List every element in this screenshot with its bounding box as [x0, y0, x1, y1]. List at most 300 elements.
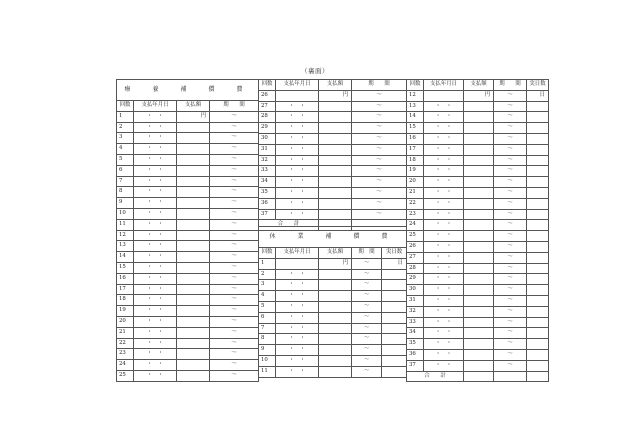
payment-date-cell: ・ ・ — [134, 338, 177, 349]
payment-amount-cell — [319, 198, 352, 209]
period-cell: ～ — [210, 349, 259, 360]
payment-amount-cell — [464, 349, 494, 360]
payment-amount-cell — [464, 177, 494, 188]
row-number: 2 — [259, 269, 276, 280]
table-row — [259, 209, 407, 220]
payment-date-cell: ・ ・ — [276, 209, 319, 220]
payment-date-cell: ・ ・ — [134, 230, 177, 241]
payment-date-cell: ・ ・ — [276, 301, 319, 312]
table-row — [407, 198, 549, 209]
payment-date-cell: ・ ・ — [424, 285, 464, 296]
table-row — [117, 122, 259, 133]
payment-date-cell: ・ ・ — [276, 269, 319, 280]
row-number: 16 — [407, 133, 424, 144]
actual-days-cell — [382, 312, 407, 323]
payment-amount-cell: 円 — [177, 111, 210, 122]
period-cell: ～ — [210, 144, 259, 155]
payment-amount-cell — [319, 291, 352, 302]
table-row — [117, 111, 259, 122]
row-number: 25 — [117, 370, 134, 381]
table-row — [117, 360, 259, 371]
period-cell: ～ — [210, 187, 259, 198]
payment-amount-cell — [319, 312, 352, 323]
table-row — [259, 291, 407, 302]
payment-date-cell: ・ ・ — [276, 312, 319, 323]
payment-date-cell: ・ ・ — [134, 273, 177, 284]
table-row — [259, 177, 407, 188]
row-number: 27 — [259, 101, 276, 112]
payment-date-cell: ・ ・ — [276, 123, 319, 134]
ryoyo-continued-table — [258, 79, 407, 231]
period-cell: ～ — [494, 274, 527, 285]
table-row — [407, 231, 549, 242]
table-row — [117, 338, 259, 349]
actual-days-cell — [382, 323, 407, 334]
table-row — [407, 101, 549, 112]
actual-days-cell — [527, 274, 549, 285]
row-number: 4 — [117, 144, 134, 155]
period-cell: ～ — [210, 284, 259, 295]
period-cell: ～ — [210, 165, 259, 176]
period-cell: ～ — [494, 144, 527, 155]
row-number: 15 — [117, 262, 134, 273]
period-cell: ～ — [210, 252, 259, 263]
payment-amount-cell — [464, 166, 494, 177]
payment-date-cell: ・ ・ — [424, 252, 464, 263]
payment-amount-cell — [319, 355, 352, 366]
table-row — [407, 123, 549, 134]
payment-amount-cell — [319, 101, 352, 112]
table-row — [117, 252, 259, 263]
actual-days-cell — [382, 355, 407, 366]
payment-date-cell: ・ ・ — [134, 370, 177, 381]
payment-amount-cell: 円 — [319, 90, 352, 101]
row-number: 26 — [407, 241, 424, 252]
row-number: 17 — [117, 284, 134, 295]
payment-date-cell: ・ ・ — [276, 112, 319, 123]
period-cell: ～ — [352, 258, 382, 269]
payment-amount-cell: 円 — [319, 258, 352, 269]
payment-date-cell — [424, 90, 464, 101]
row-number: 8 — [259, 334, 276, 345]
payment-amount-cell — [177, 187, 210, 198]
table-row — [117, 295, 259, 306]
payment-amount-cell — [319, 209, 352, 220]
row-number: 23 — [407, 209, 424, 220]
payment-amount-cell — [319, 187, 352, 198]
actual-days-cell — [382, 345, 407, 356]
period-cell: ～ — [210, 111, 259, 122]
period-cell: ～ — [494, 177, 527, 188]
table-row — [259, 123, 407, 134]
payment-date-cell: ・ ・ — [276, 144, 319, 155]
table-row — [117, 316, 259, 327]
payment-date-cell: ・ ・ — [276, 355, 319, 366]
row-number: 7 — [259, 323, 276, 334]
row-number: 25 — [407, 231, 424, 242]
period-cell: ～ — [352, 101, 407, 112]
actual-days-cell — [527, 101, 549, 112]
row-number: 29 — [407, 274, 424, 285]
payment-date-cell — [276, 258, 319, 269]
period-cell: ～ — [494, 252, 527, 263]
payment-amount-cell — [464, 306, 494, 317]
table-row — [117, 208, 259, 219]
payment-date-cell: ・ ・ — [276, 155, 319, 166]
period-cell: ～ — [494, 155, 527, 166]
actual-days-cell — [527, 231, 549, 242]
row-number: 19 — [407, 166, 424, 177]
table-row — [407, 155, 549, 166]
col-header-amount: 支払額 — [177, 101, 210, 112]
actual-days-cell — [527, 198, 549, 209]
col-header-actual-days: 実日数 — [382, 248, 407, 259]
payment-date-cell: ・ ・ — [134, 349, 177, 360]
col-header-period: 期 間 — [494, 80, 527, 91]
payment-amount-cell — [177, 165, 210, 176]
row-number: 22 — [117, 338, 134, 349]
period-cell: ～ — [494, 112, 527, 123]
table-row — [259, 258, 407, 269]
payment-amount-cell — [464, 241, 494, 252]
row-number: 33 — [407, 317, 424, 328]
row-number: 7 — [117, 176, 134, 187]
payment-date-cell: ・ ・ — [424, 166, 464, 177]
period-cell: ～ — [494, 263, 527, 274]
payment-date-cell: ・ ・ — [424, 187, 464, 198]
kyugyo-continued-table — [406, 79, 549, 382]
payment-date-cell: ・ ・ — [134, 144, 177, 155]
actual-days-cell — [527, 317, 549, 328]
period-cell: ～ — [494, 285, 527, 296]
payment-amount-cell — [464, 274, 494, 285]
row-number: 24 — [117, 360, 134, 371]
table-row — [117, 198, 259, 209]
table-row — [117, 262, 259, 273]
payment-date-cell: ・ ・ — [276, 334, 319, 345]
table-row — [407, 187, 549, 198]
payment-amount-cell — [319, 177, 352, 188]
table-row — [407, 166, 549, 177]
payment-amount-cell — [177, 360, 210, 371]
row-number: 31 — [407, 295, 424, 306]
col-header-amount: 支払額 — [319, 80, 352, 91]
payment-amount-cell — [177, 241, 210, 252]
payment-date-cell: ・ ・ — [424, 231, 464, 242]
period-cell: ～ — [352, 209, 407, 220]
period-cell: ～ — [494, 295, 527, 306]
payment-date-cell: ・ ・ — [424, 155, 464, 166]
row-number: 3 — [117, 133, 134, 144]
kyugyo-title: 休 業 補 償 費 — [259, 227, 407, 248]
period-cell: ～ — [210, 208, 259, 219]
row-number: 30 — [259, 133, 276, 144]
table-row — [259, 355, 407, 366]
payment-amount-cell — [177, 370, 210, 381]
payment-date-cell: ・ ・ — [134, 111, 177, 122]
period-cell: ～ — [352, 323, 382, 334]
payment-amount-cell — [319, 366, 352, 377]
payment-amount-cell — [319, 334, 352, 345]
period-cell: ～ — [494, 360, 527, 371]
actual-days-cell — [527, 328, 549, 339]
row-number: 14 — [117, 252, 134, 263]
row-number: 9 — [259, 345, 276, 356]
payment-date-cell: ・ ・ — [424, 295, 464, 306]
col-header-amount: 支払額 — [464, 80, 494, 91]
payment-date-cell: ・ ・ — [134, 262, 177, 273]
payment-amount-cell — [319, 269, 352, 280]
period-cell: ～ — [210, 219, 259, 230]
row-number: 9 — [117, 198, 134, 209]
table-row — [407, 90, 549, 101]
col-header-amount: 支払額 — [319, 248, 352, 259]
payment-amount-cell — [464, 339, 494, 350]
row-number: 21 — [117, 327, 134, 338]
row-number: 17 — [407, 144, 424, 155]
row-number: 4 — [259, 291, 276, 302]
actual-days-cell — [527, 187, 549, 198]
payment-amount-cell — [464, 101, 494, 112]
actual-days-cell — [527, 144, 549, 155]
period-cell: ～ — [210, 154, 259, 165]
payment-amount-cell — [319, 112, 352, 123]
col-header-period: 期 間 — [352, 80, 407, 91]
row-number: 8 — [117, 187, 134, 198]
table-row — [259, 323, 407, 334]
payment-amount-cell — [464, 209, 494, 220]
payment-date-cell: ・ ・ — [276, 280, 319, 291]
row-number: 16 — [117, 273, 134, 284]
row-number: 13 — [407, 101, 424, 112]
payment-date-cell — [276, 90, 319, 101]
payment-amount-cell — [177, 284, 210, 295]
total-amount-cell — [464, 371, 494, 382]
actual-days-cell — [527, 209, 549, 220]
table-row — [407, 252, 549, 263]
table-row — [117, 241, 259, 252]
period-cell: ～ — [494, 198, 527, 209]
table-row — [117, 154, 259, 165]
actual-days-cell — [527, 349, 549, 360]
row-number: 28 — [259, 112, 276, 123]
row-number: 33 — [259, 166, 276, 177]
payment-date-cell: ・ ・ — [424, 241, 464, 252]
payment-date-cell: ・ ・ — [134, 360, 177, 371]
period-cell: ～ — [352, 355, 382, 366]
col-header-date: 支払年月日 — [276, 248, 319, 259]
payment-date-cell: ・ ・ — [276, 187, 319, 198]
period-cell: ～ — [210, 241, 259, 252]
total-days-cell — [527, 371, 549, 382]
payment-amount-cell — [177, 349, 210, 360]
payment-amount-cell — [177, 316, 210, 327]
actual-days-cell — [382, 291, 407, 302]
period-cell: ～ — [352, 133, 407, 144]
row-number: 35 — [259, 187, 276, 198]
payment-date-cell: ・ ・ — [424, 274, 464, 285]
row-number: 34 — [259, 177, 276, 188]
payment-amount-cell — [177, 144, 210, 155]
period-cell: ～ — [494, 90, 527, 101]
payment-date-cell: ・ ・ — [134, 284, 177, 295]
payment-date-cell: ・ ・ — [276, 366, 319, 377]
payment-amount-cell — [177, 208, 210, 219]
col-header-count: 回数 — [259, 80, 276, 91]
period-cell: ～ — [352, 291, 382, 302]
table-row — [259, 345, 407, 356]
total-label: 合 計 — [407, 371, 464, 382]
payment-amount-cell — [177, 327, 210, 338]
payment-date-cell: ・ ・ — [134, 295, 177, 306]
table-row — [407, 112, 549, 123]
period-cell: ～ — [210, 338, 259, 349]
payment-amount-cell — [177, 219, 210, 230]
payment-amount-cell — [464, 155, 494, 166]
period-cell: ～ — [210, 327, 259, 338]
payment-date-cell: ・ ・ — [276, 177, 319, 188]
row-number: 35 — [407, 339, 424, 350]
row-number: 37 — [259, 209, 276, 220]
row-number: 6 — [259, 312, 276, 323]
payment-amount-cell — [464, 198, 494, 209]
payment-amount-cell — [177, 198, 210, 209]
period-cell: ～ — [352, 366, 382, 377]
table-row — [407, 328, 549, 339]
page-title: （裏面） — [301, 67, 329, 75]
table-row — [259, 198, 407, 209]
period-cell: ～ — [210, 273, 259, 284]
row-number: 22 — [407, 198, 424, 209]
payment-date-cell: ・ ・ — [424, 349, 464, 360]
payment-date-cell: ・ ・ — [424, 306, 464, 317]
payment-amount-cell — [319, 155, 352, 166]
payment-date-cell: ・ ・ — [134, 219, 177, 230]
period-cell: ～ — [210, 176, 259, 187]
ryoyo-table — [116, 79, 259, 382]
payment-amount-cell — [464, 187, 494, 198]
payment-date-cell: ・ ・ — [134, 208, 177, 219]
row-number: 36 — [407, 349, 424, 360]
payment-amount-cell — [464, 263, 494, 274]
actual-days-cell — [527, 263, 549, 274]
actual-days-cell — [527, 166, 549, 177]
actual-days-cell — [527, 306, 549, 317]
table-row — [117, 187, 259, 198]
payment-amount-cell — [177, 273, 210, 284]
actual-days-cell — [527, 220, 549, 231]
period-cell: ～ — [494, 339, 527, 350]
payment-date-cell: ・ ・ — [424, 328, 464, 339]
payment-date-cell: ・ ・ — [276, 323, 319, 334]
period-cell: ～ — [210, 306, 259, 317]
payment-amount-cell — [177, 176, 210, 187]
row-number: 36 — [259, 198, 276, 209]
period-cell: ～ — [352, 177, 407, 188]
payment-date-cell: ・ ・ — [134, 198, 177, 209]
payment-amount-cell — [464, 112, 494, 123]
period-cell: ～ — [352, 301, 382, 312]
table-row — [259, 269, 407, 280]
actual-days-cell — [382, 280, 407, 291]
payment-date-cell: ・ ・ — [134, 241, 177, 252]
row-number: 20 — [117, 316, 134, 327]
row-number: 32 — [407, 306, 424, 317]
payment-date-cell: ・ ・ — [134, 316, 177, 327]
payment-amount-cell — [177, 295, 210, 306]
table-row — [259, 187, 407, 198]
table-row — [259, 144, 407, 155]
payment-amount-cell — [464, 295, 494, 306]
actual-days-cell — [527, 360, 549, 371]
table-row — [407, 133, 549, 144]
table-row — [407, 274, 549, 285]
period-cell: ～ — [494, 166, 527, 177]
row-number: 3 — [259, 280, 276, 291]
period-cell: ～ — [352, 345, 382, 356]
row-number: 37 — [407, 360, 424, 371]
table-row — [259, 90, 407, 101]
row-number: 31 — [259, 144, 276, 155]
payment-date-cell: ・ ・ — [134, 122, 177, 133]
payment-date-cell: ・ ・ — [134, 306, 177, 317]
table-row — [117, 219, 259, 230]
payment-amount-cell — [319, 166, 352, 177]
actual-days-cell — [527, 123, 549, 134]
payment-date-cell: ・ ・ — [424, 263, 464, 274]
payment-amount-cell — [319, 280, 352, 291]
row-number: 23 — [117, 349, 134, 360]
actual-days-cell — [527, 285, 549, 296]
actual-days-cell — [527, 252, 549, 263]
period-cell: ～ — [352, 123, 407, 134]
payment-date-cell: ・ ・ — [134, 327, 177, 338]
payment-amount-cell — [319, 123, 352, 134]
payment-amount-cell — [177, 252, 210, 263]
payment-amount-cell — [464, 328, 494, 339]
period-cell: ～ — [210, 360, 259, 371]
payment-amount-cell — [464, 220, 494, 231]
row-number: 20 — [407, 177, 424, 188]
payment-date-cell: ・ ・ — [424, 220, 464, 231]
table-row — [259, 312, 407, 323]
row-number: 18 — [117, 295, 134, 306]
payment-amount-cell — [177, 230, 210, 241]
payment-date-cell: ・ ・ — [134, 187, 177, 198]
period-cell: ～ — [210, 262, 259, 273]
table-row — [407, 220, 549, 231]
total-label: 合 計 — [259, 220, 319, 231]
row-number: 10 — [117, 208, 134, 219]
payment-date-cell: ・ ・ — [276, 133, 319, 144]
table-row — [117, 165, 259, 176]
row-number: 26 — [259, 90, 276, 101]
row-number: 34 — [407, 328, 424, 339]
col-header-date: 支払年月日 — [276, 80, 319, 91]
row-number: 12 — [407, 90, 424, 101]
row-number: 1 — [259, 258, 276, 269]
period-cell: ～ — [494, 187, 527, 198]
period-cell: ～ — [494, 349, 527, 360]
payment-amount-cell — [319, 323, 352, 334]
col-header-date: 支払年月日 — [134, 101, 177, 112]
payment-date-cell: ・ ・ — [424, 360, 464, 371]
row-number: 11 — [259, 366, 276, 377]
table-row — [259, 366, 407, 377]
table-row — [407, 360, 549, 371]
payment-date-cell: ・ ・ — [424, 133, 464, 144]
table-row — [117, 284, 259, 295]
